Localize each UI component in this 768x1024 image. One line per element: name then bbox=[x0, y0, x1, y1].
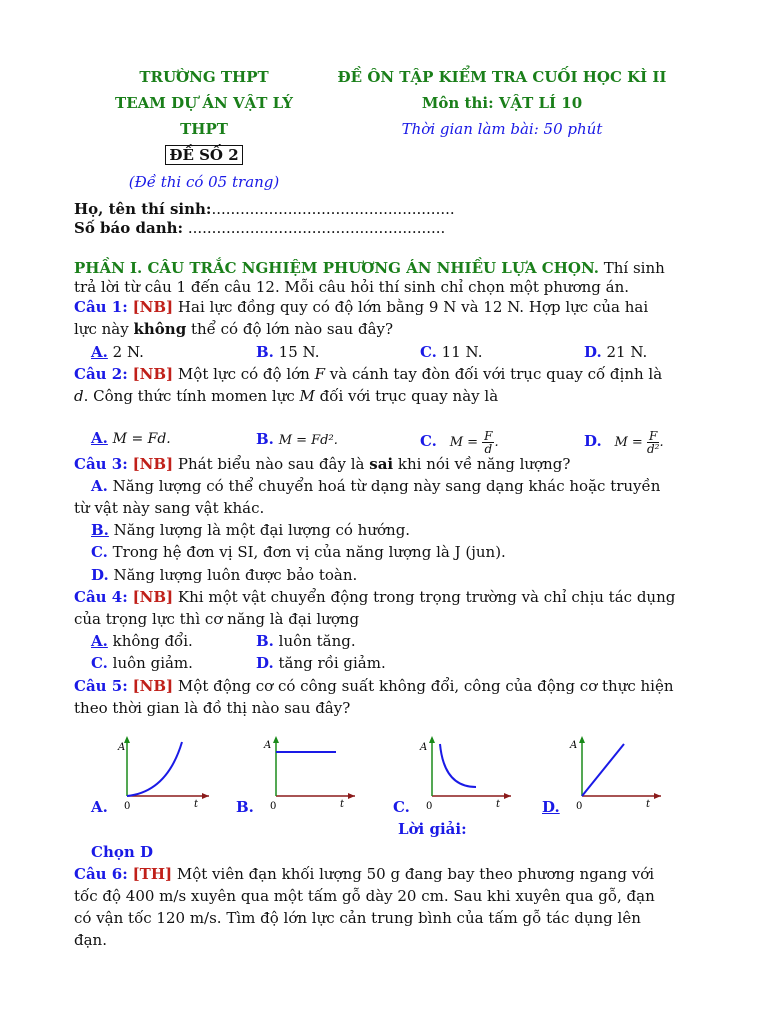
part1-intro-1: Thí sinh bbox=[598, 259, 665, 277]
candidate-id-line bbox=[74, 219, 694, 237]
q2-option-a-formula: M = Fd. bbox=[112, 431, 171, 447]
q3-text-a: Phát biểu nào sau đây là bbox=[173, 455, 370, 473]
school-name-line2: TEAM DỰ ÁN VẬT LÝ bbox=[115, 94, 293, 112]
q2-text-2c: M bbox=[299, 387, 315, 405]
q5-graph-d-letter[interactable] bbox=[542, 798, 560, 816]
part1-intro-2: trả lời từ câu 1 đến câu 12. Mỗi câu hỏi thí sinh chỉ chọn một phương án. bbox=[74, 278, 630, 296]
q2-option-c-num: F bbox=[484, 428, 493, 443]
q3-text-b: sai bbox=[369, 455, 394, 473]
q5-text-1: Một động cơ có công suất không đổi, công của động cơ thực hiện bbox=[173, 677, 674, 695]
q2-option-d[interactable] bbox=[584, 412, 664, 455]
q2-option-c-den: d bbox=[484, 441, 493, 456]
x-axis-label: t bbox=[340, 799, 345, 810]
school-name-line3: THPT bbox=[180, 120, 228, 138]
q2-label: Câu 2 bbox=[74, 365, 123, 383]
q2-option-d-tail: . bbox=[659, 435, 664, 450]
q1-level: [NB] bbox=[132, 298, 174, 316]
q5-graph-a-letter[interactable] bbox=[91, 798, 108, 816]
q2-option-d-lhs: M = bbox=[614, 435, 647, 450]
q3-option-c-letter: C. bbox=[91, 543, 108, 561]
x-axis-arrow bbox=[348, 793, 355, 799]
q5-graph-c bbox=[414, 732, 514, 812]
q6-text-3: có vận tốc 120 m/s. Tìm độ lớn lực cản trung bình của tấm gỗ tác dụng lên bbox=[74, 909, 641, 927]
q2-text-2b: . Công thức tính momen lực bbox=[83, 387, 300, 405]
q4-option-a-text: không đổi. bbox=[107, 632, 193, 650]
exam-code-box bbox=[104, 146, 304, 164]
q1-option-b-text: 15 N. bbox=[273, 343, 320, 361]
q5-label: Câu 5 bbox=[74, 677, 123, 695]
q1-text-1: Hai lực đồng quy có độ lớn bằng 9 N và 12 N. Hợp lực của hai bbox=[173, 298, 649, 316]
q5-line1: Câu 5: [NB] Một động cơ có công suất không đổi, công của động cơ thực hiện bbox=[74, 677, 674, 695]
q3-option-a[interactable] bbox=[91, 477, 660, 495]
q4-option-b-letter: B. bbox=[256, 632, 274, 650]
exam-subject: Môn thi: VẬT LÍ 10 bbox=[421, 94, 583, 112]
origin-label: 0 bbox=[426, 801, 433, 812]
q1-option-d-letter: D. bbox=[584, 343, 602, 361]
x-axis-label: t bbox=[646, 799, 651, 810]
q2-text-2d: đối với trục quay này là bbox=[314, 387, 499, 405]
q1-text-2a: lực này bbox=[74, 320, 134, 338]
q4-text-1: Khi một vật chuyển động trong trọng trường và chỉ chịu tác dụng bbox=[173, 588, 676, 606]
q2-option-c-tail: . bbox=[494, 435, 499, 450]
origin-label: 0 bbox=[124, 801, 131, 812]
q2-option-d-letter: D. bbox=[584, 432, 602, 450]
q1-text-2c: thể có độ lớn nào sau đây? bbox=[186, 320, 394, 338]
q4-option-c[interactable] bbox=[91, 654, 193, 672]
y-axis-arrow bbox=[429, 736, 435, 743]
exam-title: ĐỀ ÔN TẬP KIỂM TRA CUỐI HỌC KÌ II bbox=[337, 68, 667, 86]
curve-decreasing bbox=[440, 744, 476, 787]
q3-option-a-text-2: từ vật này sang vật khác. bbox=[74, 499, 265, 517]
q3-level: [NB] bbox=[132, 455, 174, 473]
q2-option-c[interactable] bbox=[420, 412, 499, 455]
q2-level: [NB] bbox=[132, 365, 174, 383]
q1-line1: Câu 1: [NB] Hai lực đồng quy có độ lớn bằng 9 N và 12 N. Hợp lực của hai bbox=[74, 298, 649, 316]
candidate-id-dots: ...................................................... bbox=[183, 219, 446, 237]
q4-text-2: của trọng lực thì cơ năng là đại lượng bbox=[74, 610, 360, 628]
q5-graph-d bbox=[564, 732, 664, 812]
q4-option-d-text: tăng rồi giảm. bbox=[273, 654, 386, 672]
q2-text-1b: F bbox=[314, 365, 326, 383]
q4-option-c-text: luôn giảm. bbox=[107, 654, 193, 672]
q3-option-a-text-1: Năng lượng có thể chuyển hoá từ dạng này sang dạng khác hoặc truyền bbox=[107, 477, 661, 495]
y-axis-arrow bbox=[579, 736, 585, 743]
q3-option-b-text: Năng lượng là một đại lượng có hướng. bbox=[108, 521, 411, 539]
q1-option-a-text: 2 N. bbox=[107, 343, 144, 361]
y-axis-arrow bbox=[273, 736, 279, 743]
q3-option-d-text: Năng lượng luôn được bảo toàn. bbox=[108, 566, 358, 584]
q5-graph-b bbox=[258, 732, 358, 812]
q2-line2 bbox=[74, 387, 694, 405]
q6-level: [TH] bbox=[132, 865, 173, 883]
q2-text-1a: Một lực có độ lớn bbox=[173, 365, 315, 383]
y-axis-label: A bbox=[570, 740, 578, 751]
q4-level: [NB] bbox=[132, 588, 174, 606]
q5-graph-d-letter-text: D. bbox=[542, 798, 560, 816]
q1-option-c-text: 11 N. bbox=[436, 343, 483, 361]
q1-line2 bbox=[74, 320, 694, 338]
q3-text-c: khi nói về năng lượng? bbox=[393, 455, 571, 473]
q1-option-a-letter: A. bbox=[91, 343, 108, 361]
q2-text-1c: và cánh tay đòn đối với trục quay cố định là bbox=[325, 365, 663, 383]
q1-option-d[interactable] bbox=[584, 343, 647, 361]
q4-option-b[interactable] bbox=[256, 632, 356, 650]
q5-graph-a-letter-text: A. bbox=[91, 798, 108, 816]
q2-line1: Câu 2: [NB] Một lực có độ lớn F và cánh tay đòn đối với trục quay cố định là bbox=[74, 365, 663, 383]
curve-parabola bbox=[127, 742, 182, 796]
q3-option-d[interactable] bbox=[91, 566, 357, 584]
x-axis-label: t bbox=[194, 799, 199, 810]
q6-text-2: tốc độ 400 m/s xuyên qua một tấm gỗ dày 20 cm. Sau khi xuyên qua gỗ, đạn bbox=[74, 887, 655, 905]
q5-graph-a bbox=[112, 732, 212, 812]
q1-option-c-letter: C. bbox=[420, 343, 437, 361]
q4-label: Câu 4 bbox=[74, 588, 123, 606]
q6-text-1: Một viên đạn khối lượng 50 g đang bay theo phương ngang với bbox=[172, 865, 655, 883]
q2-option-a[interactable] bbox=[91, 429, 171, 447]
q4-option-d-letter: D. bbox=[256, 654, 274, 672]
candidate-id-label: Số báo danh: bbox=[74, 219, 184, 237]
q5-text-2: theo thời gian là đồ thị nào sau đây? bbox=[74, 699, 351, 717]
y-axis-label: A bbox=[118, 742, 126, 753]
q3-line1: Câu 3: [NB] Phát biểu nào sau đây là sai khi nói về năng lượng? bbox=[74, 455, 571, 473]
q3-option-c[interactable] bbox=[91, 543, 506, 561]
candidate-name-label: Họ, tên thí sinh: bbox=[74, 200, 212, 218]
x-axis-arrow bbox=[654, 793, 661, 799]
q4-option-b-text: luôn tăng. bbox=[273, 632, 356, 650]
q6-text-4: đạn. bbox=[74, 931, 107, 949]
origin-label: 0 bbox=[270, 801, 277, 812]
q1-option-a[interactable] bbox=[91, 343, 144, 361]
q2-option-d-den: d² bbox=[646, 441, 660, 456]
q3-option-a-letter: A. bbox=[91, 477, 108, 495]
q5-solution-label: Lời giải: bbox=[398, 820, 467, 838]
q2-text-2a: d bbox=[74, 387, 84, 405]
school-name-line1: TRƯỜNG THPT bbox=[139, 68, 269, 86]
pages-note: (Đề thi có 05 trang) bbox=[128, 173, 280, 191]
q2-option-b-formula: M = Fd². bbox=[278, 433, 338, 448]
x-axis-label: t bbox=[496, 799, 501, 810]
x-axis-arrow bbox=[202, 793, 209, 799]
q2-option-b[interactable] bbox=[256, 430, 338, 448]
q3-label: Câu 3 bbox=[74, 455, 123, 473]
q2-option-c-lhs: M = bbox=[449, 435, 483, 450]
q2-option-c-letter: C. bbox=[420, 432, 437, 450]
candidate-name-line bbox=[74, 200, 694, 218]
q1-option-c[interactable] bbox=[420, 343, 482, 361]
origin-label: 0 bbox=[576, 801, 583, 812]
q3-option-d-letter: D. bbox=[91, 566, 109, 584]
q5-graph-c-letter[interactable] bbox=[393, 798, 410, 816]
q4-option-c-letter: C. bbox=[91, 654, 108, 672]
candidate-name-dots: ................................................... bbox=[211, 200, 455, 218]
exam-code: ĐỀ SỐ 2 bbox=[165, 145, 242, 165]
q2-option-b-letter: B. bbox=[256, 430, 274, 448]
curve-linear bbox=[582, 744, 624, 796]
q1-option-b[interactable] bbox=[256, 343, 319, 361]
q6-label: Câu 6 bbox=[74, 865, 123, 883]
q3-option-c-text: Trong hệ đơn vị SI, đơn vị của năng lượng là J (jun). bbox=[107, 543, 506, 561]
q1-option-b-letter: B. bbox=[256, 343, 274, 361]
q1-option-d-text: 21 N. bbox=[601, 343, 648, 361]
q4-option-d[interactable] bbox=[256, 654, 386, 672]
q4-option-a-letter: A. bbox=[91, 632, 108, 650]
q5-graph-c-letter-text: C. bbox=[393, 798, 410, 816]
y-axis-label: A bbox=[264, 740, 272, 751]
q5-level: [NB] bbox=[132, 677, 174, 695]
q4-option-a[interactable] bbox=[91, 632, 193, 650]
q2-option-a-letter: A. bbox=[91, 429, 108, 447]
q5-answer: Chọn D bbox=[91, 843, 153, 861]
q6-line1: Câu 6: [TH] Một viên đạn khối lượng 50 g đang bay theo phương ngang với bbox=[74, 865, 655, 883]
x-axis-arrow bbox=[504, 793, 511, 799]
q4-line1: Câu 4: [NB] Khi một vật chuyển động trong trọng trường và chỉ chịu tác dụng bbox=[74, 588, 676, 606]
q1-text-2b: không bbox=[133, 320, 187, 338]
y-axis-label: A bbox=[420, 742, 428, 753]
q2-option-d-num: F bbox=[649, 428, 658, 443]
q3-option-b-letter: B. bbox=[91, 521, 109, 539]
q5-graph-b-letter-text: B. bbox=[236, 798, 254, 816]
exam-time: Thời gian làm bài: 50 phút bbox=[401, 120, 603, 138]
part1-title: PHẦN I. CÂU TRẮC NGHIỆM PHƯƠNG ÁN NHIỀU LỰA CHỌN. bbox=[74, 259, 599, 277]
q1-label: Câu 1 bbox=[74, 298, 123, 316]
part1-heading bbox=[74, 259, 694, 277]
q3-option-b[interactable] bbox=[91, 521, 410, 539]
q5-graph-b-letter[interactable] bbox=[236, 798, 254, 816]
